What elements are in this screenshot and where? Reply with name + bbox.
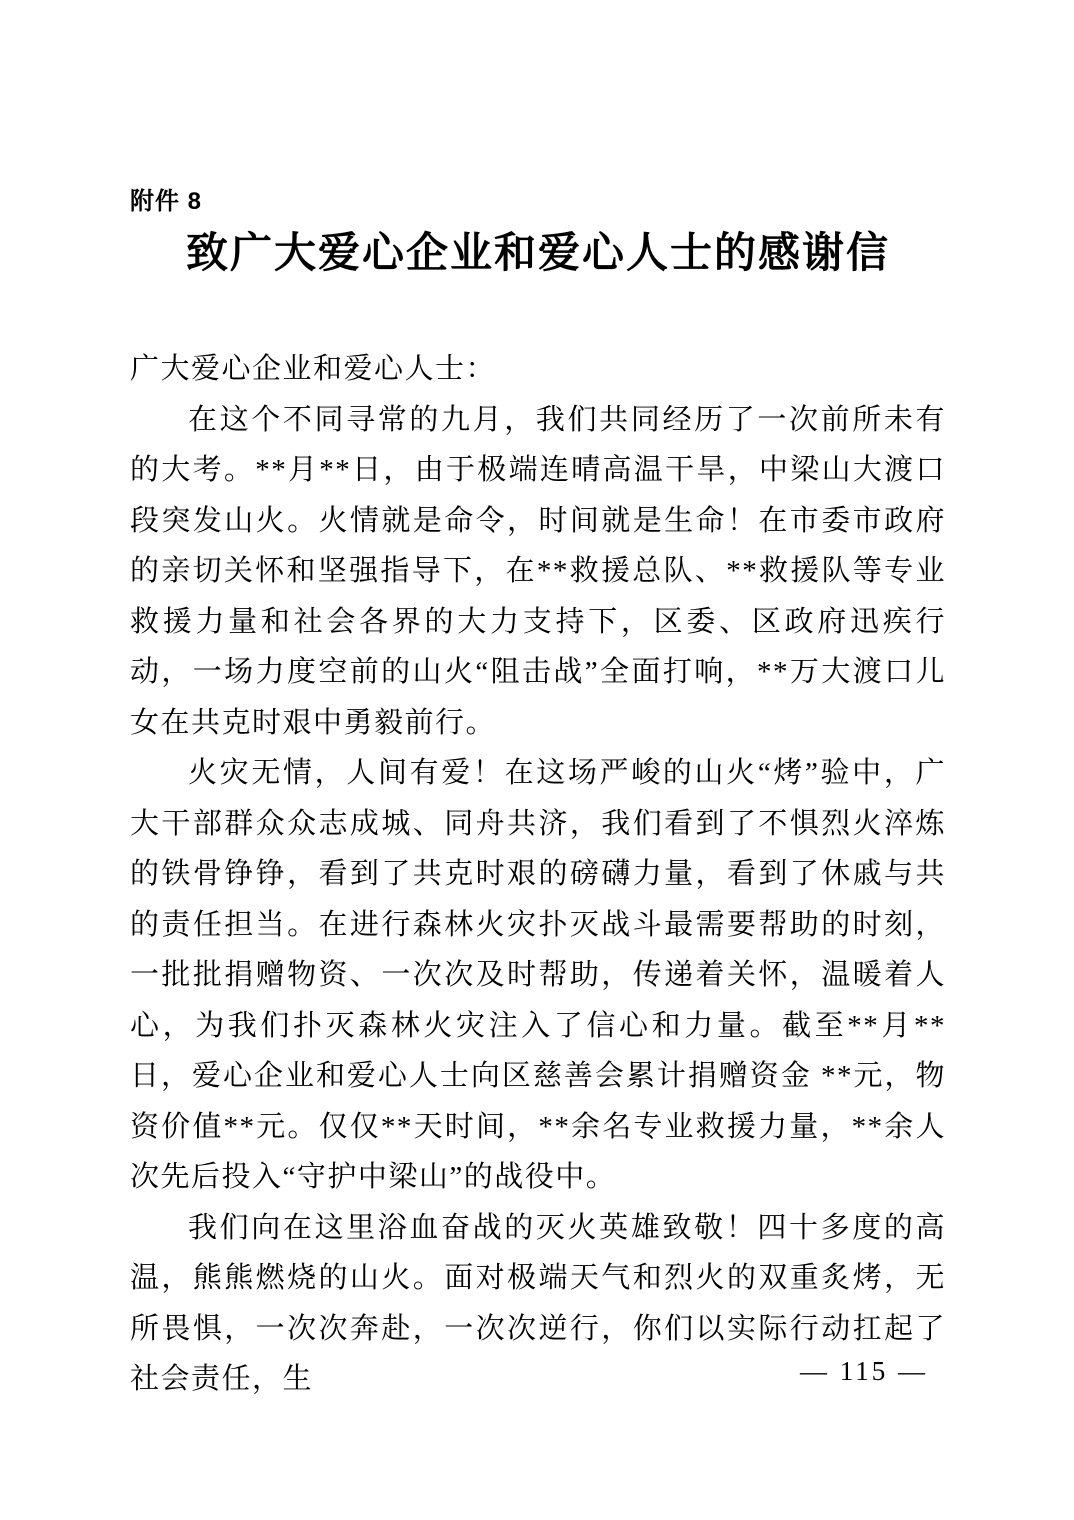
page-title: 致广大爱心企业和爱心人士的感谢信: [185, 231, 890, 277]
page-number: — 115 —: [800, 1356, 928, 1386]
salutation: 广大爱心企业和爱心人士：: [130, 353, 497, 385]
paragraph-1: 在这个不同寻常的九月，我们共同经历了一次前所未有的大考。**月**日，由于极端连晴高温干旱，中梁山大渡口段突发山火。火情就是命令，时间就是生命！在市委市政府的亲切关怀和坚强指导下，在**救援总队、**救援队等专业救援力量和社会各界的大力支持下，区委、区政府迅疾行动，一场力度空前的山火“阻击战”全面打响，**万大渡口儿女在共克时艰中勇毅前行。: [130, 403, 946, 739]
paragraph-2: 火灾无情，人间有爱！在这场严峻的山火“烤”验中，广大干部群众众志成城、同舟共济，我们看到了不惧烈火淬炼的铁骨铮铮，看到了共克时艰的磅礴力量，看到了休戚与共的责任担当。在进行森林火灾扑灭战斗最需要帮助的时刻，一批批捐赠物资、一次次及时帮助，传递着关怀，温暖着人心，为我们扑灭森林火灾注入了信心和力量。截至**月**日，爱心企业和爱心人士向区慈善会累计捐赠资金 **元，物资价值**元。仅仅**天时间，**余名专业救援力量，**余人次先后投入“守护中梁山”的战役中。: [130, 757, 946, 1193]
document-content: [130, 186, 946, 1405]
paragraph-3: 我们向在这里浴血奋战的灭火英雄致敬！四十多度的高温，熊熊燃烧的山火。面对极端天气和烈火的双重炙烤，无所畏惧，一次次奔赴，一次次逆行，你们以实际行动扛起了社会责任，生: [130, 1211, 946, 1395]
letter-body: [130, 344, 946, 1405]
attachment-label: 附件 8: [130, 188, 203, 215]
